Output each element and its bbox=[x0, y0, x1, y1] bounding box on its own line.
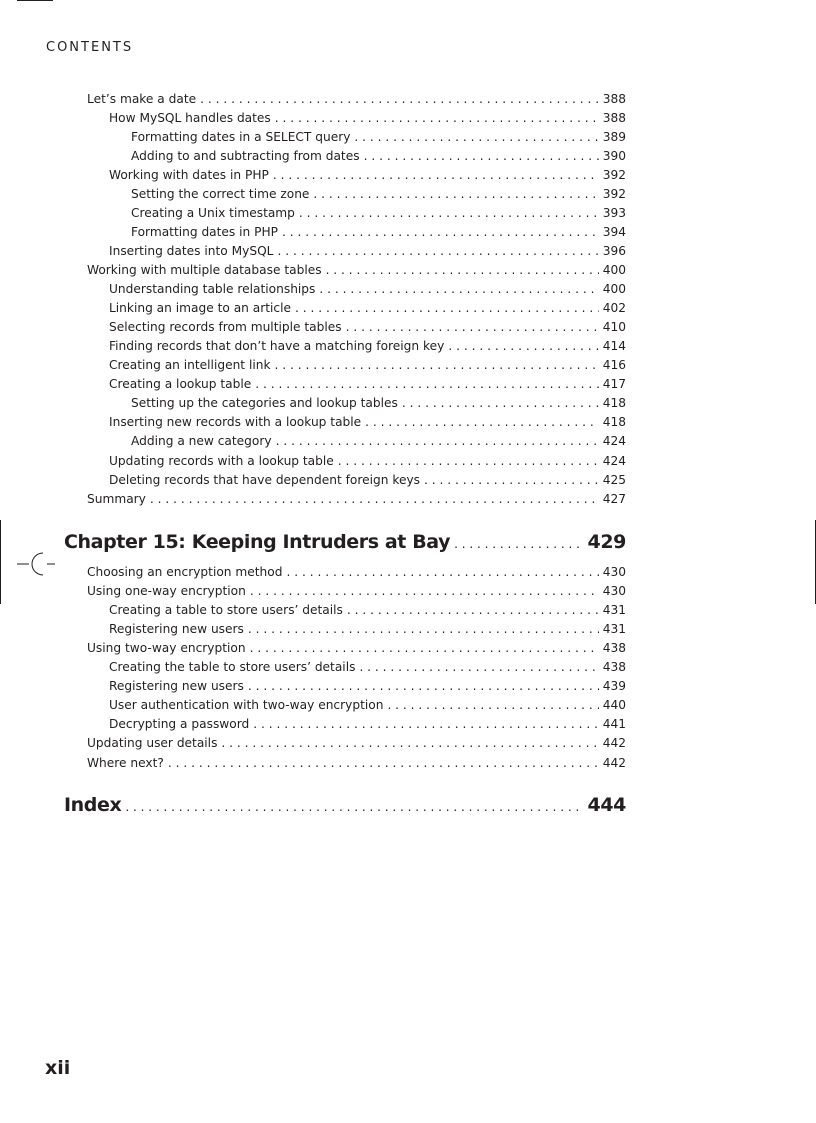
toc-entry-label: Working with dates in PHP bbox=[109, 168, 269, 182]
toc-entry[interactable] bbox=[131, 185, 626, 204]
chapter-heading[interactable] bbox=[64, 528, 626, 556]
toc-entry-page: 431 bbox=[602, 622, 626, 636]
index-heading[interactable] bbox=[64, 791, 626, 819]
toc-entry[interactable] bbox=[109, 318, 626, 337]
leader-dots bbox=[250, 582, 599, 601]
leader-dots bbox=[168, 754, 599, 773]
toc-entry[interactable] bbox=[87, 490, 626, 509]
index-title: Index bbox=[64, 794, 122, 816]
leader-dots bbox=[313, 185, 598, 204]
toc-entry-page: 388 bbox=[602, 111, 626, 125]
toc-entry[interactable] bbox=[109, 658, 626, 677]
toc-entry-page: 390 bbox=[602, 149, 626, 163]
leader-dots bbox=[150, 490, 599, 509]
toc-entry[interactable] bbox=[109, 166, 626, 185]
leader-dots bbox=[248, 620, 599, 639]
toc-entry[interactable] bbox=[87, 90, 626, 109]
leader-dots bbox=[364, 147, 599, 166]
toc-entry-page: 396 bbox=[602, 244, 626, 258]
toc-entry-label: Adding to and subtracting from dates bbox=[131, 149, 360, 163]
toc-entry[interactable] bbox=[109, 356, 626, 375]
toc-entry[interactable] bbox=[109, 299, 626, 318]
toc-entry-label: Formatting dates in PHP bbox=[131, 225, 278, 239]
toc-entry[interactable] bbox=[131, 394, 626, 413]
toc-entry[interactable] bbox=[87, 734, 626, 753]
toc-entry-page: 410 bbox=[602, 320, 626, 334]
toc-entry-label: Creating an intelligent link bbox=[109, 358, 271, 372]
leader-dots bbox=[326, 261, 599, 280]
leader-dots bbox=[276, 432, 599, 451]
leader-dots bbox=[248, 677, 599, 696]
toc-entry-page: 430 bbox=[602, 584, 626, 598]
toc-entry-label: Updating records with a lookup table bbox=[109, 454, 334, 468]
toc-entry-page: 417 bbox=[602, 377, 626, 391]
leader-dots bbox=[286, 563, 598, 582]
page-number: xii bbox=[45, 1057, 71, 1079]
toc-entry-label: Deleting records that have dependent foreign keys bbox=[109, 473, 421, 487]
toc-entry-page: 424 bbox=[602, 454, 626, 468]
toc-entry[interactable] bbox=[131, 128, 626, 147]
toc-entry-page: 438 bbox=[602, 660, 626, 674]
toc-entry[interactable] bbox=[109, 109, 626, 128]
leader-dots bbox=[347, 601, 599, 620]
toc-entry[interactable] bbox=[131, 432, 626, 451]
toc-entry-page: 416 bbox=[602, 358, 626, 372]
leader-dots bbox=[125, 793, 583, 821]
toc-entry-label: Inserting new records with a lookup table bbox=[109, 415, 362, 429]
toc-entry-page: 394 bbox=[602, 225, 626, 239]
toc-entry[interactable] bbox=[87, 563, 626, 582]
toc-entry[interactable] bbox=[87, 261, 626, 280]
toc-entry[interactable] bbox=[109, 280, 626, 299]
toc-entry[interactable] bbox=[109, 620, 626, 639]
leader-dots bbox=[295, 299, 599, 318]
toc-entry-label: Choosing an encryption method bbox=[87, 565, 283, 579]
toc-entry-page: 388 bbox=[602, 92, 626, 106]
toc-entry-label: Finding records that don’t have a matching foreign key bbox=[109, 339, 445, 353]
toc-entry-label: Let’s make a date bbox=[87, 92, 197, 106]
toc-entry-page: 442 bbox=[602, 756, 626, 770]
toc-entry[interactable] bbox=[109, 601, 626, 620]
toc-entry-page: 400 bbox=[602, 263, 626, 277]
toc-entry-label: Adding a new category bbox=[131, 434, 272, 448]
registration-mark-icon bbox=[17, 548, 57, 580]
toc-entry-label: Setting the correct time zone bbox=[131, 187, 310, 201]
toc-entry[interactable] bbox=[109, 242, 626, 261]
toc-entry-page: 431 bbox=[602, 603, 626, 617]
toc-entry[interactable] bbox=[109, 696, 626, 715]
top-rule bbox=[17, 0, 53, 1]
leader-dots bbox=[253, 715, 598, 734]
leader-dots bbox=[402, 394, 599, 413]
toc-entry[interactable] bbox=[109, 471, 626, 490]
toc-entry-page: 430 bbox=[602, 565, 626, 579]
toc-entry[interactable] bbox=[109, 375, 626, 394]
leader-dots bbox=[282, 223, 599, 242]
page-header: CONTENTS bbox=[46, 40, 134, 55]
toc-entry-page: 425 bbox=[602, 473, 626, 487]
leader-dots bbox=[387, 696, 598, 715]
index-page: 444 bbox=[587, 794, 626, 816]
toc-entry-label: Registering new users bbox=[109, 679, 244, 693]
toc-entry[interactable] bbox=[87, 639, 626, 658]
toc-entry-label: Updating user details bbox=[87, 736, 218, 750]
toc-entry[interactable] bbox=[87, 754, 626, 773]
toc-entry-page: 392 bbox=[602, 187, 626, 201]
leader-dots bbox=[338, 452, 599, 471]
toc-entry-page: 439 bbox=[602, 679, 626, 693]
toc-entry[interactable] bbox=[131, 147, 626, 166]
toc-entry-page: 393 bbox=[602, 206, 626, 220]
toc-entry-page: 440 bbox=[602, 698, 626, 712]
toc-entry[interactable] bbox=[131, 204, 626, 223]
leader-dots bbox=[273, 166, 599, 185]
leader-dots bbox=[424, 471, 599, 490]
leader-dots bbox=[365, 413, 599, 432]
toc-entry-page: 438 bbox=[602, 641, 626, 655]
toc-entry-page: 424 bbox=[602, 434, 626, 448]
toc-entry-page: 418 bbox=[602, 396, 626, 410]
leader-dots bbox=[448, 337, 598, 356]
toc-entry[interactable] bbox=[109, 677, 626, 696]
leader-dots bbox=[200, 90, 599, 109]
chapter-title: Chapter 15: Keeping Intruders at Bay bbox=[64, 531, 451, 553]
toc-entry-page: 414 bbox=[602, 339, 626, 353]
toc-entry-label: User authentication with two-way encryption bbox=[109, 698, 384, 712]
leader-dots bbox=[255, 375, 598, 394]
leader-dots bbox=[221, 734, 598, 753]
leader-dots bbox=[454, 530, 583, 558]
toc-entry-label: Selecting records from multiple tables bbox=[109, 320, 342, 334]
toc-entry-label: Using one-way encryption bbox=[87, 584, 246, 598]
toc-entry-page: 427 bbox=[602, 492, 626, 506]
chapter-page: 429 bbox=[587, 531, 626, 553]
toc-entry[interactable] bbox=[87, 582, 626, 601]
toc-entry-page: 418 bbox=[602, 415, 626, 429]
crop-mark-left bbox=[0, 520, 1, 604]
toc-entry-label: Linking an image to an article bbox=[109, 301, 291, 315]
toc-entry[interactable] bbox=[109, 715, 626, 734]
toc-entry-page: 392 bbox=[602, 168, 626, 182]
toc-entry-label: Decrypting a password bbox=[109, 717, 250, 731]
toc-entry-label: Creating a table to store users’ details bbox=[109, 603, 343, 617]
toc-entry-page: 402 bbox=[602, 301, 626, 315]
leader-dots bbox=[250, 639, 599, 658]
toc-entry-page: 389 bbox=[602, 130, 626, 144]
leader-dots bbox=[275, 109, 599, 128]
leader-dots bbox=[354, 128, 598, 147]
toc-entry-label: Registering new users bbox=[109, 622, 244, 636]
leader-dots bbox=[319, 280, 598, 299]
toc-entry-label: Summary bbox=[87, 492, 146, 506]
toc-entry[interactable] bbox=[109, 452, 626, 471]
toc-entry[interactable] bbox=[109, 337, 626, 356]
toc-entry-label: Understanding table relationships bbox=[109, 282, 316, 296]
leader-dots bbox=[299, 204, 599, 223]
leader-dots bbox=[346, 318, 599, 337]
toc-entry[interactable] bbox=[109, 413, 626, 432]
toc-entry-label: Using two-way encryption bbox=[87, 641, 246, 655]
toc-entry-label: How MySQL handles dates bbox=[109, 111, 271, 125]
toc-entry-page: 400 bbox=[602, 282, 626, 296]
leader-dots bbox=[277, 242, 598, 261]
toc-entry-label: Where next? bbox=[87, 756, 164, 770]
toc-entry[interactable] bbox=[131, 223, 626, 242]
toc-entry-label: Inserting dates into MySQL bbox=[109, 244, 274, 258]
toc-entry-page: 441 bbox=[602, 717, 626, 731]
leader-dots bbox=[359, 658, 598, 677]
toc-entry-label: Working with multiple database tables bbox=[87, 263, 322, 277]
toc-entry-label: Creating a Unix timestamp bbox=[131, 206, 295, 220]
toc-entry-label: Creating a lookup table bbox=[109, 377, 252, 391]
leader-dots bbox=[275, 356, 599, 375]
toc-entry-label: Formatting dates in a SELECT query bbox=[131, 130, 351, 144]
toc-entry-label: Creating the table to store users’ details bbox=[109, 660, 356, 674]
toc-entry-label: Setting up the categories and lookup tables bbox=[131, 396, 398, 410]
toc-entry-page: 442 bbox=[602, 736, 626, 750]
